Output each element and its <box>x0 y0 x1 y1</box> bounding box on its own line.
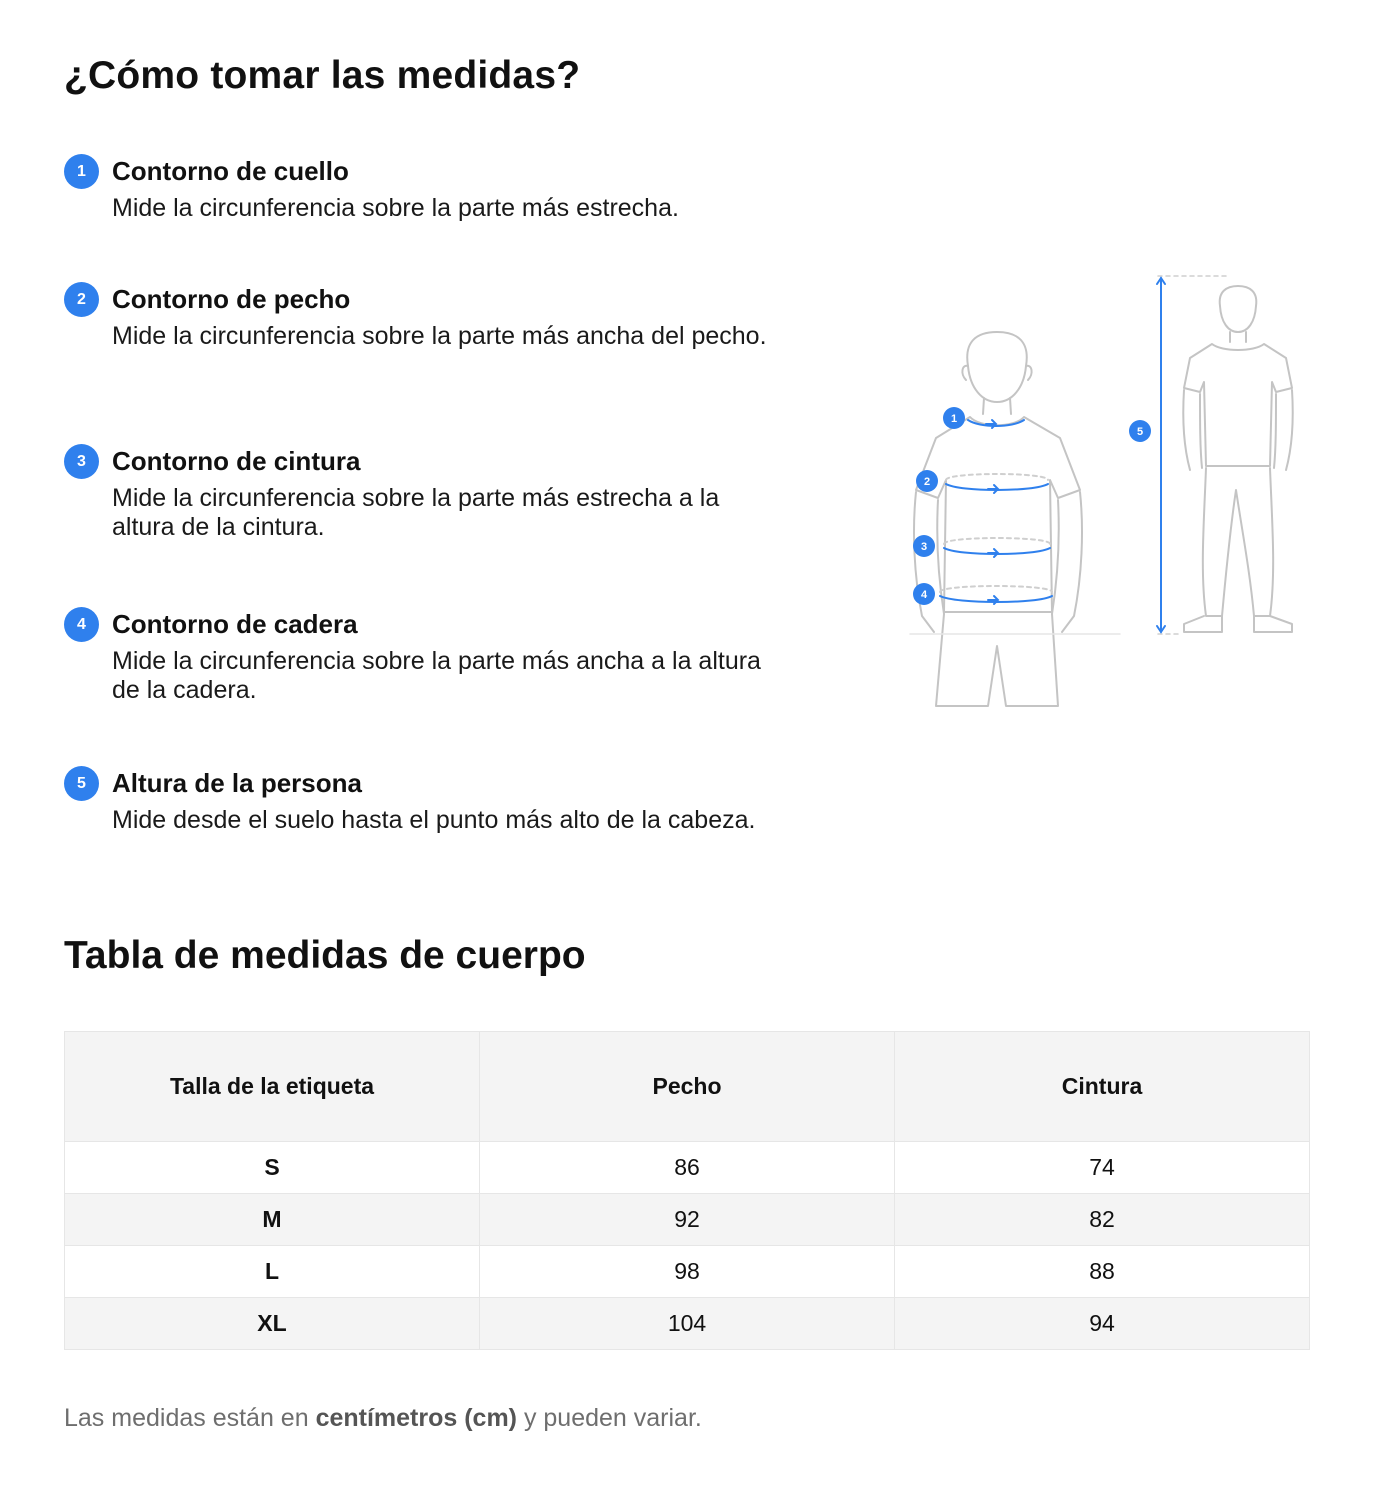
step-number-badge: 2 <box>64 282 99 317</box>
page-title: ¿Cómo tomar las medidas? <box>64 54 581 97</box>
size-cell: XL <box>65 1298 480 1350</box>
marker-4-icon <box>913 583 935 605</box>
height-measure-line <box>1157 278 1165 632</box>
table-row <box>65 1142 1310 1194</box>
marker-5-label: 5 <box>1136 426 1144 438</box>
waist-cell: 74 <box>895 1142 1310 1194</box>
step-title: Altura de la persona <box>112 768 362 798</box>
step-description: Mide la circunferencia sobre la parte más ancha a la altura de la cadera. <box>112 647 761 704</box>
footnote-units: centímetros (cm) <box>315 1404 518 1432</box>
size-cell: M <box>65 1194 480 1246</box>
size-cell: L <box>65 1246 480 1298</box>
step-number-badge: 3 <box>64 444 99 479</box>
step-description: Mide desde el suelo hasta el punto más alto de la cabeza. <box>112 806 756 834</box>
step-description: Mide la circunferencia sobre la parte más ancha del pecho. <box>112 322 767 350</box>
units-footnote <box>64 1404 702 1433</box>
step-description: Mide la circunferencia sobre la parte más estrecha. <box>112 194 679 222</box>
table-row <box>65 1298 1310 1350</box>
step-number-badge: 5 <box>64 766 99 801</box>
step-title: Contorno de cadera <box>112 609 358 639</box>
marker-1-label: 1 <box>950 413 958 425</box>
marker-2-label: 2 <box>923 476 931 488</box>
step-number-badge: 4 <box>64 607 99 642</box>
step-description: Mide la circunferencia sobre la parte más estrecha a la altura de la cintura. <box>112 484 720 541</box>
chest-cell: 92 <box>480 1194 895 1246</box>
full-body-figure <box>1183 286 1293 632</box>
marker-5-icon <box>1129 420 1151 442</box>
table-row <box>65 1246 1310 1298</box>
hip-measure-line <box>940 586 1052 604</box>
waist-cell: 82 <box>895 1194 1310 1246</box>
footnote-text-after: y pueden variar. <box>517 1404 702 1432</box>
waist-cell: 94 <box>895 1298 1310 1350</box>
size-table <box>64 1031 1310 1350</box>
waist-cell: 88 <box>895 1246 1310 1298</box>
chest-measure-line <box>946 474 1048 493</box>
marker-1-icon <box>943 407 965 429</box>
measurement-illustration <box>900 262 1310 722</box>
column-header-chest: Pecho <box>480 1032 895 1142</box>
step-number-badge: 1 <box>64 154 99 189</box>
marker-4-label: 4 <box>920 589 928 601</box>
chest-cell: 104 <box>480 1298 895 1350</box>
marker-3-label: 3 <box>920 541 928 553</box>
step-title: Contorno de cuello <box>112 156 349 186</box>
table-row <box>65 1194 1310 1246</box>
size-cell: S <box>65 1142 480 1194</box>
column-header-size: Talla de la etiqueta <box>65 1032 480 1142</box>
step-title: Contorno de cintura <box>112 446 361 476</box>
chest-cell: 98 <box>480 1246 895 1298</box>
size-table-title: Tabla de medidas de cuerpo <box>64 934 586 977</box>
marker-3-icon <box>913 535 935 557</box>
table-header-row <box>65 1032 1310 1142</box>
column-header-waist: Cintura <box>895 1032 1310 1142</box>
chest-cell: 86 <box>480 1142 895 1194</box>
marker-2-icon <box>916 470 938 492</box>
upper-body-figure <box>914 332 1082 706</box>
waist-measure-line <box>944 538 1050 557</box>
step-title: Contorno de pecho <box>112 284 351 314</box>
footnote-text-before: Las medidas están en <box>64 1404 316 1432</box>
